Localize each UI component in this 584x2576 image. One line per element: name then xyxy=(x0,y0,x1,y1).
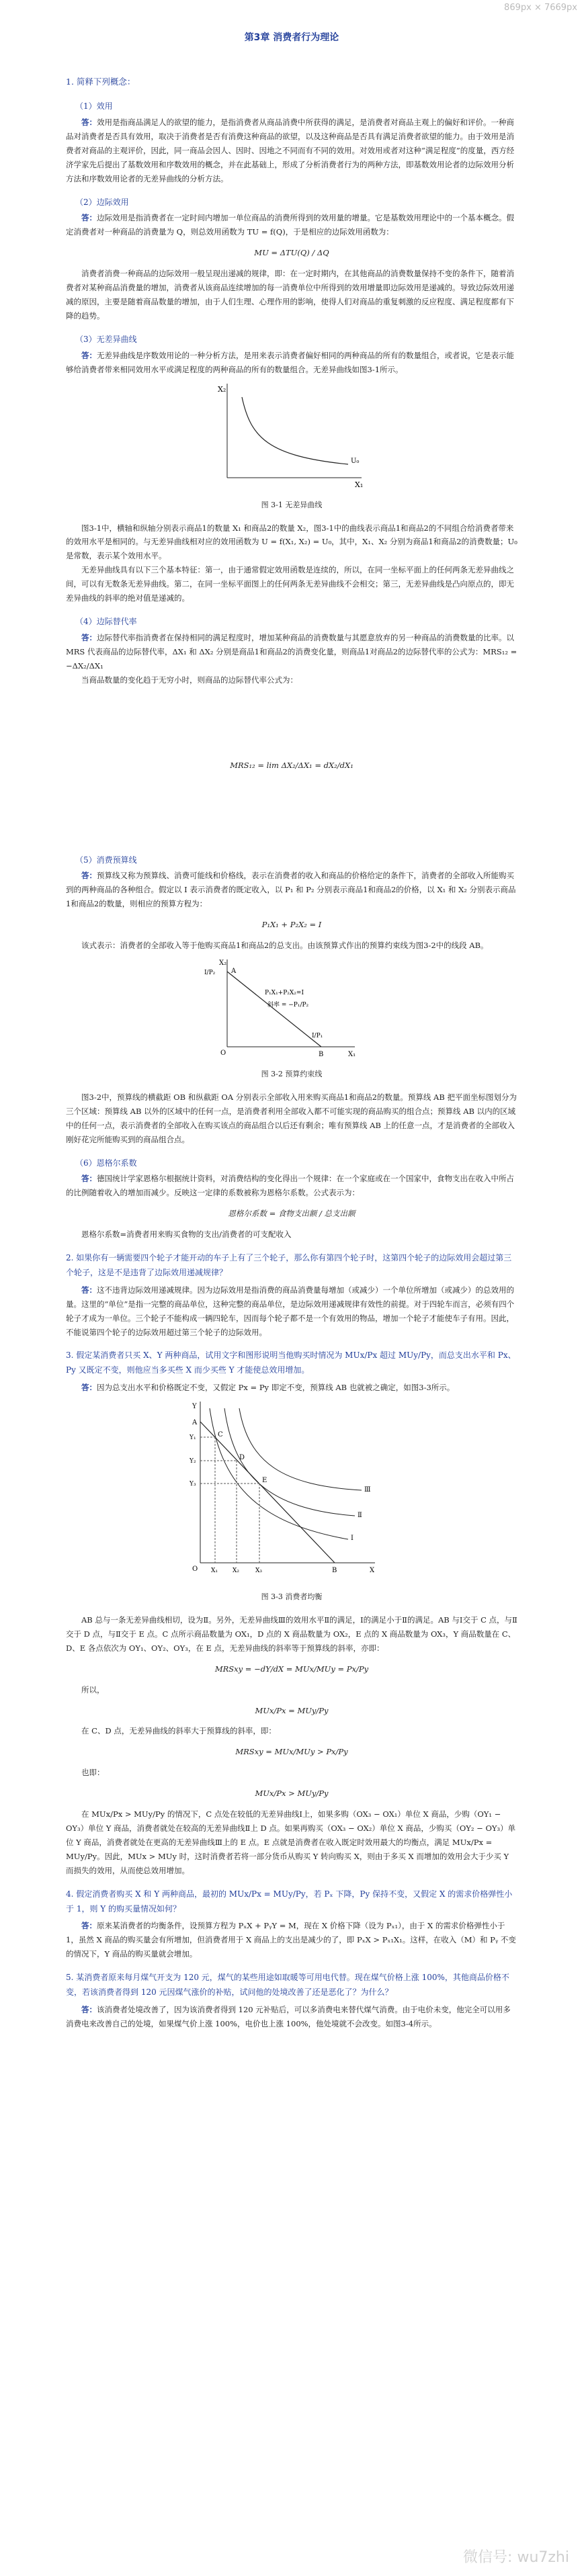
figure-3-1 xyxy=(66,377,517,491)
fig3-x2: X₂ xyxy=(233,1568,240,1575)
fig3-point-c: C xyxy=(218,1431,223,1439)
spacer xyxy=(66,687,517,752)
fig2-y-label: X₂ xyxy=(219,959,227,967)
fig3-curve-2 xyxy=(224,1408,355,1516)
term-budget-text-3: 图3-2中，预算线的横截距 OB 和纵截距 OA 分别表示全部收入用来购买商品1和商品2的数量。预算线 AB 把平面坐标图划分为三个区域：预算线 AB 以外的区域中的任何一点，是消费者利用全部收入都不可能实现的商品购买的组合点；预算线 AB 以内的区域中的任何一点，表示消费者的全部收入在购买该点的商品组合以后还有剩余；唯有预算线 AB 上的任意一点，才是消费者的全部收入刚好花完所能购买到的商品组合点。 xyxy=(66,1092,517,1144)
term-utility-text: 效用是指商品满足人的欲望的能力，是指消费者从商品消费中所获得的满足，是消费者对商品主观上的偏好和评价。一种商品对消费者是否具有效用，取决于消费者是否有消费这种商品的欲望，以及这种商品是否具有满足消费者欲望的能力。由于效用是消费者对商品的主观评价，因此，同一商品会因人、因时、因地之不同而有不同的效用。对效用或者对这种“满足程度”的度量，西方经济学家先后提出了基数效用和序数效用的概念，并在此基础上，形成了分析消费者行为的两种方法，即基数效用论者的边际效用分析方法和序数效用论者的无差异曲线的分析方法。 xyxy=(66,118,515,183)
fig3-y1: Y₁ xyxy=(190,1434,196,1442)
fig3-origin: O xyxy=(192,1565,198,1574)
fig3-x3: X₃ xyxy=(255,1568,263,1575)
fig3-budget-line xyxy=(200,1422,335,1563)
question-1-label: 1. 简释下列概念： xyxy=(66,77,136,87)
term-engel-paragraph xyxy=(66,1172,517,1200)
term-ic-text: 无差异曲线是序数效用论的一种分析方法，是用来表示消费者偏好相同的两种商品的所有的数量组合，或者说，它是表示能够给消费者带来相同效用水平或满足程度的两种商品的所有的数量组合。无差异曲线如图3-1所示。 xyxy=(66,350,514,374)
fig2-intercept-x: I/P₁ xyxy=(312,1032,323,1039)
engel-formula: 恩格尔系数 = 食物支出额 / 总支出额 xyxy=(228,1209,356,1219)
term-mrs-text-2: 当商品数量的变化趋于无穷小时，则商品的边际替代率公式为： xyxy=(81,675,298,685)
term-mu-heading: （2）边际效用 xyxy=(75,197,129,207)
fig2-origin: O xyxy=(220,1049,226,1057)
figure-3-2-caption: 图 3-2 预算约束线 xyxy=(261,1069,323,1078)
term-ic-heading: （3）无差异曲线 xyxy=(75,334,137,344)
fig3-curve-3 xyxy=(239,1408,362,1490)
answer-label: 答： xyxy=(81,632,97,642)
question-2-text: 这不违背边际效用递减规律。因为边际效用是指消费的商品消费量每增加（或减少）一个单位所增加（或减少）的总效用的量。这里的“单位”是指一完整的商品单位，这种完整的商品单位，是边际效用递减规律有效性的前提。对于四轮车而言，必须有四个轮子才成为一单位。三个轮子不能构成一辆四轮车，因而每个轮子都不是一个有效用的物品，增加一个轮子才能使车子有用。因此，不能说第四个轮子的边际效用超过第三个轮子的边际效用。 xyxy=(66,1285,515,1337)
term-mrs-paragraph xyxy=(66,631,517,673)
q3-formula-1: MRSxy = −dY/dX = MUx/MUy = Px/Py xyxy=(214,1664,369,1674)
answer-label: 答： xyxy=(81,213,97,223)
question-4: 4. 假定消费者购买 X 和 Y 两种商品，最初的 MUx/Px = MUy/Py，若 Pₓ 下降，Py 保持不变，又假定 X 的需求价格弹性小于 1，则 Y 的购买量情况如何？ xyxy=(66,1889,513,1914)
term-mu-text: 边际效用是指消费者在一定时间内增加一单位商品的消费所得到的效用量的增量。它是基数效用理论中的一个基本概念。假定消费者对一种商品的消费量为 Q，则总效用函数为 TU = f(Q)，于是相应的边际效用函数为： xyxy=(66,213,514,237)
fig2-equation: P₁X₁+P₂X₂=I xyxy=(265,989,304,996)
fig2-x-label: X₁ xyxy=(348,1050,356,1058)
term-engel-heading: （6）恩格尔系数 xyxy=(75,1158,137,1168)
term-budget-text: 预算线又称为预算线、消费可能线和价格线，表示在消费者的收入和商品的价格给定的条件下，消费者的全部收入所能购买到的两种商品的各种组合。假定以 I 表示消费者的既定收入，以 P₁ 和 P₂ 分别表示商品1和商品2的价格，以 X₁ 和 X₂ 分别表示商品1和商品2的数量，则相应的预算方程为： xyxy=(66,871,516,909)
term-budget-paragraph xyxy=(66,869,517,911)
term-budget-heading: （5）消费预算线 xyxy=(75,855,137,865)
q3-formula-3: MRSxy = MUx/MUy > Px/Py xyxy=(235,1747,348,1757)
fig3-y-label: Y xyxy=(192,1403,197,1411)
question-3: 3. 假定某消费者只买 X、Y 两种商品，试用文字和图形说明当他购买时情况为 MUx/Px 超过 MUy/Py，而总支出水平和 Px、Py 又既定不变，则他应当多买些 X 而少买些 Y 才能使总效用增加。 xyxy=(66,1350,516,1375)
spacer xyxy=(66,779,517,844)
figure-3-3 xyxy=(66,1395,517,1583)
q3-formula-4: MUx/Px > MUy/Py xyxy=(255,1789,329,1799)
figure-3-1-caption: 图 3-1 无差异曲线 xyxy=(261,500,323,509)
answer-label: 答： xyxy=(81,2004,97,2014)
fig3-point-b: B xyxy=(332,1567,337,1575)
term-budget-text-2: 该式表示：消费者的全部收入等于他购买商品1和商品2的总支出。由该预算式作出的预算约束线为图3-2中的线段 AB。 xyxy=(81,941,489,951)
fig3-curve-label-3: Ⅲ xyxy=(364,1486,371,1494)
fig2-point-b: B xyxy=(319,1050,324,1058)
figure-3-3-caption: 图 3-3 消费者均衡 xyxy=(261,1592,323,1601)
answer-label: 答： xyxy=(81,1174,97,1184)
question-3-text-3: 所以， xyxy=(81,1684,105,1694)
term-ic-text-3: 无差异曲线具有以下三个基本特征：第一，由于通常假定效用函数是连续的，所以，在同一坐标平面上的任何两条无差异曲线之间，可以有无数条无差异曲线。第二，在同一坐标平面图上的任何两条无差异曲线不会相交；第三，无差异曲线是凸向原点的，即无差异曲线的斜率的绝对值是递减的。 xyxy=(66,565,514,603)
term-ic-paragraph xyxy=(66,349,517,377)
fig1-indifference-curve xyxy=(242,397,348,464)
chapter-title: 第3章 消费者行为理论 xyxy=(244,32,339,43)
fig3-y3: Y₃ xyxy=(190,1481,196,1488)
question-2: 2. 如果你有一辆需要四个轮子才能开动的车子上有了三个轮子，那么你有第四个轮子时，这第四个轮子的边际效用会超过第三个轮子，这是不是违背了边际效用递减规律？ xyxy=(66,1253,512,1277)
question-4-answer xyxy=(66,1919,517,1961)
term-utility-paragraph xyxy=(66,116,517,186)
term-utility-heading: （1）效用 xyxy=(75,101,113,112)
question-4-text: 原来某消费者的均衡条件，设预算方程为 PₓX + PᵧY = M，现在 X 价格下降（设为 Pₓ₁），由于 X 的需求价格弹性小于 1，虽然 X 商品的购买量会有所增加，但消费者用于 X 商品上的支出是减少的了，即 PₓX > Pₓ₁X₁。这样，在收入（M）和 Pᵧ 不变的情况下，Y 商品的购买量就会增加。 xyxy=(66,1921,516,1959)
question-3-answer xyxy=(66,1381,517,1395)
mrs-limit-formula: MRS₁₂ = lim ΔX₂/ΔX₁ = dX₂/dX₁ xyxy=(230,760,353,770)
fig3-point-a: A xyxy=(192,1419,198,1427)
figure-3-2 xyxy=(66,953,517,1060)
fig3-x-label: X xyxy=(370,1567,375,1575)
answer-label: 答： xyxy=(81,1285,97,1295)
fig3-point-d: D xyxy=(239,1454,245,1462)
fig3-point-e: E xyxy=(262,1477,267,1485)
question-2-answer xyxy=(66,1283,517,1340)
term-mrs-heading: （4）边际替代率 xyxy=(75,617,137,627)
answer-label: 答： xyxy=(81,1383,97,1393)
answer-label: 答： xyxy=(81,350,97,360)
q3-formula-2: MUx/Px = MUy/Py xyxy=(255,1705,329,1715)
term-mu-text-2: 消费者消费一种商品的边际效用一般呈现出递减的规律，即：在一定时期内，在其他商品的消费数量保持不变的条件下，随着消费者对某种商品消费量的增加，消费者从该商品连续增加的每一消费单位中所得到的效用增量即边际效用是递减的。导致边际效用递减的原因，主要是随着商品数量的增加，由于人们生理、心理作用的影响，使得人们对商品的重复刺激的反应程度、满足程度都有下降的趋势。 xyxy=(66,269,514,321)
question-3-text-5: 也即： xyxy=(81,1768,105,1778)
budget-equation: P₁X₁ + P₂X₂ = I xyxy=(261,920,322,930)
question-3-text-4: 在 C、D 点，无差异曲线的斜率大于预算线的斜率，即： xyxy=(81,1726,276,1736)
question-5: 5. 某消费者原来每月煤气开支为 120 元，煤气的某些用途如取暖等可用电代替。现在煤气价格上涨 100%，其他商品价格不变，若该消费者得到 120 元因煤气涨价的补贴，试问他的处境改善了还是恶化了？为什么？ xyxy=(66,1973,509,1998)
term-mrs-text: 边际替代率指消费者在保持相同的满足程度时，增加某种商品的消费数量与其愿意放弃的另一种商品的消费数量的比率。以 MRS 代表商品的边际替代率，ΔX₁ 和 ΔX₂ 分别是商品1和商品2的消费变化量，则商品1对商品2的边际替代率的公式为：MRS₁₂ = −ΔX₂/ΔX₁ xyxy=(66,632,517,671)
image-size-badge: 869px × 7669px xyxy=(504,3,577,13)
fig1-curve-label: U₀ xyxy=(351,457,360,465)
fig3-x1: X₁ xyxy=(211,1568,218,1575)
question-3-text-6: 在 MUx/Px > MUy/Py 的情况下，C 点处在较低的无差异曲线Ⅰ上，如果多购（OX₃ − OX₁）单位 X 商品，少购（OY₁ − OY₃）单位 Y 商品，消费者就处在较高的无差异曲线Ⅱ上 D 点。如果再购买（OX₃ − OX₂）单位 X 商品，少购买（OY₂ − OY₃）单位 Y 商品，消费者就处在更高的无差异曲线Ⅲ上的 E 点。E 点就是消费者在收入既定时效用最大的均衡点，满足 MUx/Px = MUy/Py。因此，MUx > MUy 时，这时消费者若将一部分货币从购买 Y 转向购买 X，则由于多买 X 而增加的效用会大于少买 Y 而损失的效用，从而使总效用增加。 xyxy=(66,1809,516,1875)
term-engel-text: 德国统计学家恩格尔根据统计资料，对消费结构的变化得出一个规律：在一个家庭或在一个国家中，食物支出在收入中所占的比例随着收入的增加而减少。反映这一定律的系数被称为恩格尔系数。公式表示为： xyxy=(66,1174,514,1198)
fig3-y2: Y₂ xyxy=(190,1458,196,1465)
question-5-text: 该消费者处境改善了，因为该消费者得到 120 元补贴后，可以多消费电来替代煤气消费。由于电价未变，他完全可以用多消费电来改善自己的处境，如果煤气价上涨 100%，电价也上涨 100%，他处境就不会改变。如图3-4所示。 xyxy=(66,2004,511,2028)
answer-label: 答： xyxy=(81,118,97,128)
term-ic-text-2: 图3-1中，横轴和纵轴分别表示商品1的数量 X₁ 和商品2的数量 X₂，图3-1中的曲线表示商品1和商品2的不同组合给消费者带来的效用水平是相同的。与无差异曲线相对应的效用函数为 U = f(X₁, X₂) = U₀，其中，X₁、X₂ 分别为商品1和商品2的消费数量；U₀ 是常数，表示某个效用水平。 xyxy=(66,523,517,561)
answer-label: 答： xyxy=(81,1921,97,1931)
fig2-slope: 斜率 = −P₁/P₂ xyxy=(267,1001,309,1008)
question-5-answer xyxy=(66,2003,517,2031)
fig1-y-label: X₂ xyxy=(218,384,226,394)
fig2-intercept-y: I/P₂ xyxy=(204,969,216,976)
term-mu-paragraph xyxy=(66,211,517,239)
fig3-curve-label-1: Ⅰ xyxy=(351,1535,353,1543)
engel-formula-note: 恩格尔系数=消费者用来购买食物的支出/消费者的可支配收入 xyxy=(81,1230,292,1240)
fig2-budget-line xyxy=(227,972,321,1047)
question-3-text-2: AB 总与一条无差异曲线相切，设为Ⅱ。另外，无差异曲线Ⅲ的效用水平Ⅱ的满足，Ⅰ的满足小于Ⅱ的满足。AB 与Ⅰ交于 C 点，与Ⅱ交于 D 点，与Ⅱ交于 E 点。C 点所示商品数量为 OX₁，D 点的 X 商品数量为 OX₂，E 点的 X 商品数量为 OX₃，Y 商品数量在 C、D、E 各点依次为 OY₁、OY₂、OY₃，在 E 点，无差异曲线的斜率等于预算线的斜率，亦即： xyxy=(66,1615,517,1653)
document-body xyxy=(66,0,517,2031)
fig3-curve-1 xyxy=(210,1408,348,1539)
fig2-point-a: A xyxy=(231,967,237,975)
mu-formula: MU = ΔTU(Q) / ΔQ xyxy=(254,248,329,258)
wechat-watermark: 微信号: wu7zhi xyxy=(463,2549,569,2566)
fig3-curve-label-2: Ⅱ xyxy=(358,1512,362,1520)
question-3-text: 因为总支出水平和价格既定不变，又假定 Px = Py 即定不变，预算线 AB 也就被之确定，如图3-3所示。 xyxy=(97,1383,455,1393)
answer-label: 答： xyxy=(81,871,97,881)
fig1-x-label: X₁ xyxy=(355,480,364,489)
